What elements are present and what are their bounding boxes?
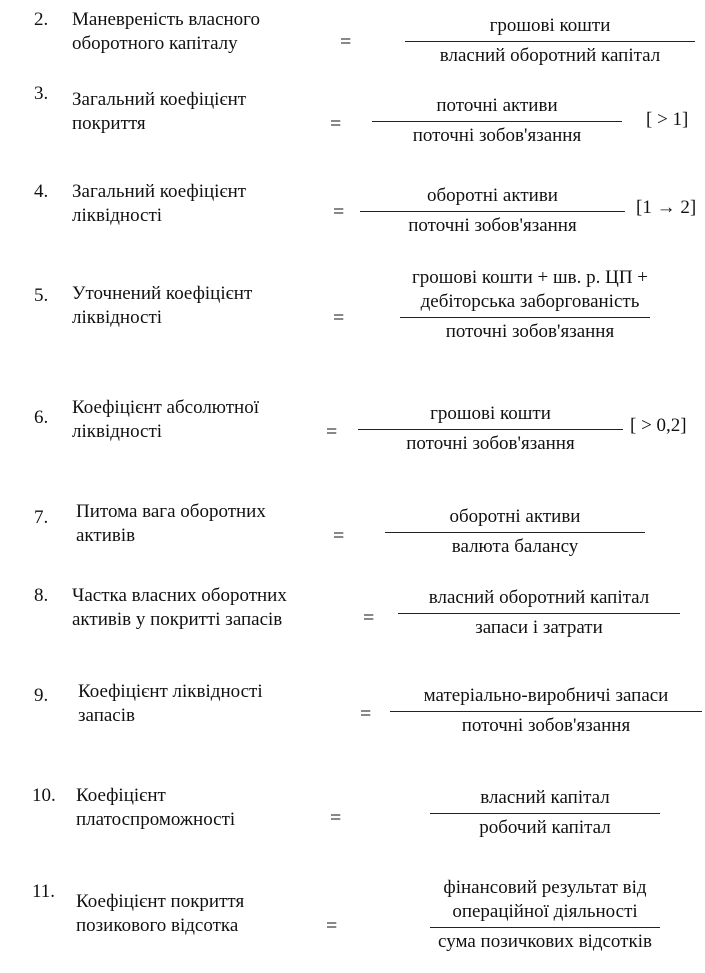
item-label-line2: активів [76,525,136,546]
item-number: 10. [32,785,56,806]
equals-sign: = [333,201,345,223]
fraction [372,94,622,148]
fraction-denominator: поточні зобов'язання [445,321,615,342]
item-label-line2: ліквідності [72,421,163,442]
fraction-numerator: фінансовий результат від [443,877,647,898]
fraction-denominator: запаси і затрати [475,617,603,638]
item-label-line2: покриття [72,113,146,134]
item-label-line1: Маневреність власного [72,9,260,30]
fraction-denominator: робочий капітал [479,817,611,838]
item-number: 7. [34,507,49,528]
fraction [358,402,623,456]
fraction-bar [430,927,660,928]
condition-note: [1 → 2] [636,197,697,218]
fraction-numerator: власний капітал [480,787,610,808]
fraction-denominator: власний оборотний капітал [439,45,661,66]
equals-sign: = [326,915,338,937]
item-label-line2: оборотного капіталу [72,33,238,54]
item-number: 3. [34,83,49,104]
fraction-bar [390,711,702,712]
fraction-bar [385,532,645,533]
item-label-line2: ліквідності [72,307,163,328]
equals-sign: = [330,807,342,829]
item-label-line1: Частка власних оборотних [72,585,287,606]
equals-sign: = [330,113,342,135]
fraction-numerator: оборотні активи [449,506,581,527]
fraction-denominator: валюта балансу [451,536,579,557]
item-label-line1: Коефіцієнт [76,785,166,806]
fraction-denominator: поточні зобов'язання [408,215,577,236]
fraction-numerator-line2: дебіторська заборгованість [420,291,640,312]
fraction-bar [405,41,695,42]
fraction [430,786,660,840]
fraction-numerator: оборотні активи [427,185,558,206]
fraction-bar [360,211,625,212]
fraction-numerator: грошові кошти [489,15,611,36]
equals-sign: = [340,31,352,53]
item-number: 4. [34,181,49,202]
item-label-line1: Загальний коефіцієнт [72,89,247,110]
item-label-line1: Питома вага оборотних [76,501,266,522]
item-label-line1: Коефіцієнт покриття [76,891,245,912]
item-label-line1: Загальний коефіцієнт [72,181,247,202]
equals-sign: = [333,307,345,329]
fraction [400,876,690,954]
equals-sign: = [333,525,345,547]
item-label-line2: позикового відсотка [76,915,239,936]
fraction [390,684,702,738]
item-number: 6. [34,407,49,428]
fraction-denominator: поточні зобов'язання [461,715,631,736]
item-label-line2: активів у покритті запасів [72,609,283,630]
item-number: 5. [34,285,49,306]
fraction [405,14,695,68]
item-label-line2: запасів [78,705,135,726]
condition-note: [ > 1] [646,109,689,130]
equals-sign: = [326,421,338,443]
fraction [360,184,625,238]
fraction [398,586,680,640]
fraction-denominator: поточні зобов'язання [412,125,582,146]
fraction [370,266,690,344]
fraction-bar [372,121,622,122]
fraction-bar [358,429,623,430]
item-number: 2. [34,9,49,30]
item-label-line2: платоспроможності [76,809,236,830]
item-number: 9. [34,685,49,706]
fraction-denominator: сума позичкових відсотків [438,931,652,952]
fraction-numerator: грошові кошти + шв. р. ЦП + [411,267,648,288]
fraction-bar [398,613,680,614]
fraction-denominator: поточні зобов'язання [406,433,575,454]
fraction-bar [430,813,660,814]
condition-note: [ > 0,2] [630,415,687,436]
fraction-numerator: матеріально-виробничі запаси [423,685,669,706]
item-label-line2: ліквідності [72,205,163,226]
item-number: 8. [34,585,49,606]
item-label-line1: Уточнений коефіцієнт [72,283,253,304]
fraction [385,505,645,559]
equals-sign: = [360,703,372,725]
item-label-line1: Коефіцієнт абсолютної [72,397,259,418]
item-number: 11. [32,881,56,902]
fraction-numerator: власний оборотний капітал [428,587,650,608]
fraction-numerator: поточні активи [436,95,558,116]
equals-sign: = [363,607,375,629]
item-label-line1: Коефіцієнт ліквідності [78,681,263,702]
fraction-numerator: грошові кошти [430,403,551,424]
fraction-bar [400,317,650,318]
fraction-numerator-line2: операційної діяльності [452,901,638,922]
